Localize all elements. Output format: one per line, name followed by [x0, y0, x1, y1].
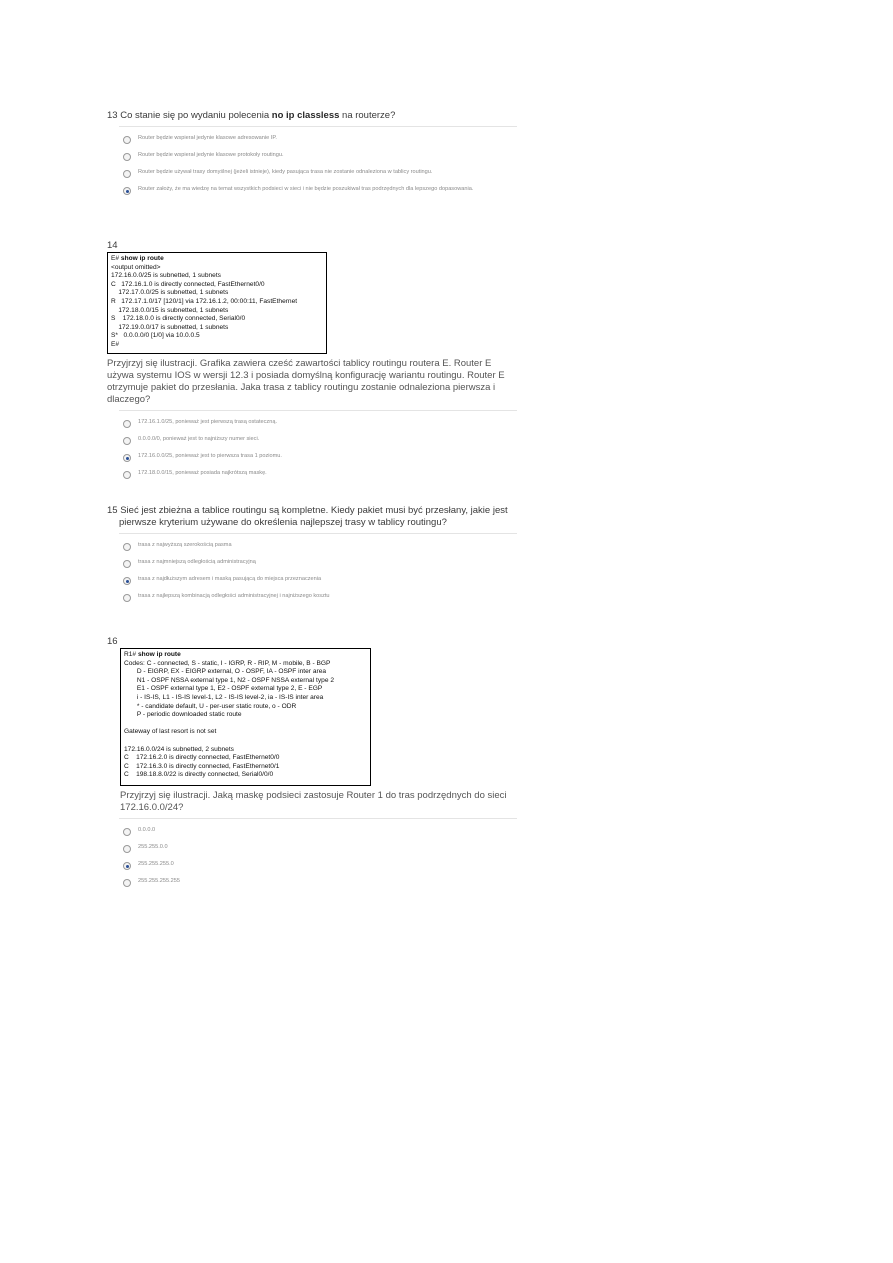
radio-selected-icon[interactable] — [123, 862, 131, 870]
divider — [119, 410, 517, 411]
question-number: 13 — [107, 110, 118, 121]
radio-icon[interactable] — [123, 153, 131, 161]
answer-option-label: 0.0.0.0/0, ponieważ jest to najniższy numer sieci. — [138, 436, 260, 442]
options-list — [107, 542, 517, 602]
question-description: Przyjrzyj się ilustracji. Jaką maskę podsieci zastosuje Router 1 do tras podrzędnych do sieci 172.16.0.0/24? — [120, 790, 507, 813]
question-14 — [107, 240, 517, 487]
options-list — [107, 419, 517, 479]
radio-icon[interactable] — [123, 560, 131, 568]
radio-icon[interactable] — [123, 879, 131, 887]
terminal-prompt: R1# — [124, 651, 138, 658]
answer-option-label: 255.255.255.255 — [138, 878, 180, 884]
radio-icon[interactable] — [123, 170, 131, 178]
router-output-exhibit — [107, 252, 327, 354]
question-13 — [107, 110, 517, 203]
question-16 — [107, 636, 517, 895]
radio-icon[interactable] — [123, 471, 131, 479]
radio-icon[interactable] — [123, 136, 131, 144]
terminal-command: show ip route — [137, 651, 181, 658]
divider — [119, 533, 517, 534]
answer-option-label: 172.18.0.0/15, ponieważ posiada najkrótszą maskę. — [138, 470, 267, 476]
command-text: no ip classless — [271, 110, 340, 121]
terminal-lines: <output omitted> 172.16.0.0/25 is subnetted, 1 subnets C 172.16.1.0 is directly connected, FastEthernet0/0 172.17.0.0/25 is subnetted, 1 subnets R 172.17.1.0/17 [120/1] via 172.16.1.2, 00:00:11, FastEthernet 172.18.0.0/15 is subnetted, 1 subnets S 172.18.0.0 is directly connected, Serial0/0 172.19.0.0/17 is subnetted, 1 subnets S* 0.0.0.0/0 [1/0] via 10.0.0.5 E# — [111, 263, 298, 348]
answer-option[interactable] — [123, 470, 517, 479]
answer-option-label: Router założy, że ma wiedzę na temat wszystkich podsieci w sieci i nie będzie poszukiwał tras podrzędnych dla lepszego dopasowania. — [138, 186, 474, 192]
terminal-prompt: E# — [111, 255, 121, 262]
answer-option-label: trasa z najwyższą szerokością pasma — [138, 542, 232, 548]
answer-option[interactable] — [123, 135, 517, 144]
title-text-end: na routerze? — [339, 110, 396, 121]
answer-option-label: Router będzie używał trasy domyślnej (jeżeli istnieje), kiedy pasująca trasa nie zostanie odnaleziona w tablicy routingu. — [138, 169, 433, 175]
answer-option[interactable] — [123, 861, 517, 870]
terminal-command: show ip route — [120, 255, 164, 262]
answer-option[interactable] — [123, 453, 517, 462]
question-number: 16 — [107, 636, 118, 647]
radio-icon[interactable] — [123, 845, 131, 853]
question-title — [107, 110, 517, 122]
terminal-lines: Codes: C - connected, S - static, I - IGRP, R - RIP, M - mobile, B - BGP D - EIGRP, EX - EIGRP external, O - OSPF, IA - OSPF inter area N1 - OSPF NSSA external type 1, N2 - OSPF NSSA external type 2 E1 - OSPF external type 1, E2 - OSPF external type 2, E - EGP i - IS-IS, L1 - IS-IS level-1, L2 - IS-IS level-2, ia - IS-IS inter area * - candidate default, U - per-user static route, o - ODR P - periodic downloaded static route Gateway of last resort is not set 172.16.0.0/24 is subnetted, 2 subnets C 172.16.2.0 is directly connected, FastEthernet0/0 C 172.16.3.0 is directly connected, FastEthernet0/1 C 198.18.8.0/22 is directly connected, Serial0/0/0 — [124, 659, 334, 779]
question-15 — [107, 505, 517, 610]
answer-option-label: 255.255.0.0 — [138, 844, 168, 850]
answer-option[interactable] — [123, 593, 517, 602]
answer-option-label: Router będzie wspierał jedynie klasowe protokoły routingu. — [138, 152, 284, 158]
radio-selected-icon[interactable] — [123, 577, 131, 585]
radio-selected-icon[interactable] — [123, 454, 131, 462]
answer-option[interactable] — [123, 169, 517, 178]
answer-option-label: trasa z najmniejszą odległością administracyjną — [138, 559, 256, 565]
title-line-2: pierwsze kryterium używane do określenia najlepszej trasy w tablicy routingu? — [119, 517, 447, 528]
answer-option-label: Router będzie wspierał jedynie klasowe adresowanie IP. — [138, 135, 277, 141]
radio-icon[interactable] — [123, 543, 131, 551]
divider — [119, 126, 517, 127]
answer-option-label: 172.16.1.0/25, ponieważ jest pierwszą trasą ostateczną. — [138, 419, 277, 425]
options-list — [107, 827, 517, 887]
answer-option[interactable] — [123, 542, 517, 551]
title-text: Co stanie się po wydaniu polecenia — [120, 110, 272, 121]
question-number: 14 — [107, 240, 118, 251]
radio-icon[interactable] — [123, 594, 131, 602]
answer-option-label: 172.16.0.0/25, ponieważ jest to pierwsza trasa 1 poziomu. — [138, 453, 282, 459]
answer-option[interactable] — [123, 419, 517, 428]
answer-option[interactable] — [123, 576, 517, 585]
radio-selected-icon[interactable] — [123, 187, 131, 195]
title-line-1: Sieć jest zbieżna a tablice routingu są kompletne. Kiedy pakiet musi być przesłany, jakie jest — [120, 505, 508, 516]
question-description: Przyjrzyj się ilustracji. Grafika zawiera cześć zawartości tablicy routingu routera E. Router E używa systemu IOS w wersji 12.3 i posiada domyślną konfigurację wariantu routingu. Router E otrzymuje pakiet do przesłania. Jaka trasa z tablicy routingu zostanie odnaleziona pierwsza i dlaczego? — [107, 358, 505, 405]
answer-option-label: 255.255.255.0 — [138, 861, 174, 867]
answer-option[interactable] — [123, 878, 517, 887]
answer-option[interactable] — [123, 436, 517, 445]
radio-icon[interactable] — [123, 828, 131, 836]
answer-option-label: trasa z najlepszą kombinacją odległości administracyjnej i najniższego kosztu — [138, 593, 330, 599]
router-output-exhibit — [120, 648, 371, 786]
radio-icon[interactable] — [123, 437, 131, 445]
question-number: 15 — [107, 505, 118, 516]
question-title — [107, 505, 517, 529]
answer-option[interactable] — [123, 559, 517, 568]
answer-option-label: 0.0.0.0 — [138, 827, 156, 833]
answer-option[interactable] — [123, 844, 517, 853]
answer-option[interactable] — [123, 827, 517, 836]
radio-icon[interactable] — [123, 420, 131, 428]
divider — [119, 818, 517, 819]
answer-option-label: trasa z najdłuższym adresem i maską pasującą do miejsca przeznaczenia — [138, 576, 322, 582]
answer-option[interactable] — [123, 186, 517, 195]
answer-option[interactable] — [123, 152, 517, 161]
options-list — [107, 135, 517, 195]
